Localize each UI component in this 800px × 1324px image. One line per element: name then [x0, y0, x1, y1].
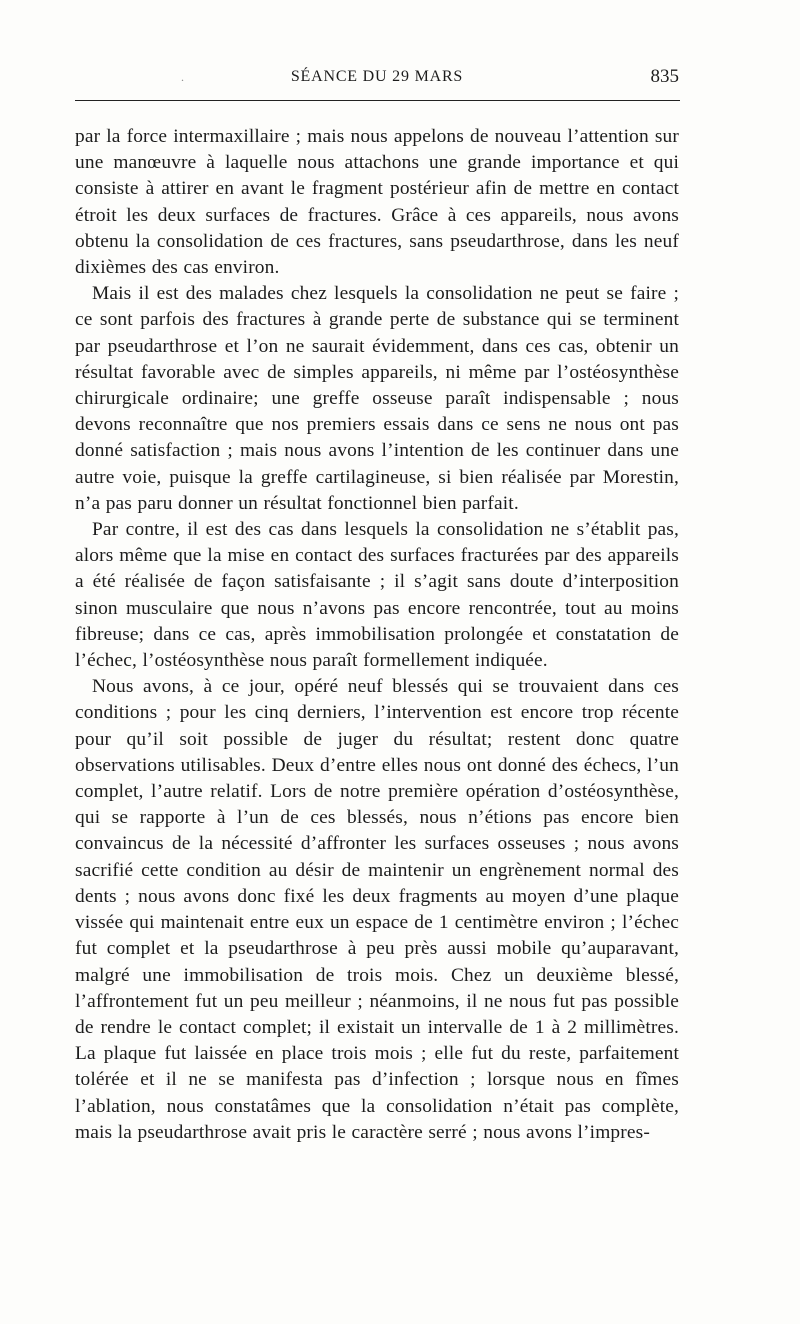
paragraph-2: Mais il est des malades chez lesquels la consolidation ne peut se faire ; ce sont parfois des fractures à grande perte de substance qui se terminent par pseudarthrose et l’on ne saurait évidemment, dans ces cas, obtenir un résultat favorable avec de simples appareils, ni même par l’ostéosynthèse chirurgicale ordinaire; une greffe osseuse paraît indispensable ; nous devons reconnaître que nos premiers essais dans ce sens ne nous ont pas donné satisfaction ; mais nous avons l’intention de les continuer dans une autre voie, puisque la greffe cartilagineuse, si bien réalisée par Morestin, n’a pas paru donner un résultat fonctionnel bien parfait.	[75, 283, 679, 514]
paragraph-3: Par contre, il est des cas dans lesquels la consolidation ne s’établit pas, alors même que la mise en contact des surfaces fracturées par des appareils a été réalisée de façon satisfaisante ; il s’agit sans doute d’interposition sinon musculaire que nous n’avons pas encore rencontrée, tout au moins fibreuse; dans ce cas, après immobilisation prolongée et constatation de l’échec, l’ostéosynthèse nous paraît formellement indiquée.	[75, 519, 679, 672]
paragraph-1: par la force intermaxillaire ; mais nous appelons de nouveau l’attention sur une manœuvre à laquelle nous attachons une grande importance et qui consiste à attirer en avant le fragment postérieur afin de mettre en contact étroit les deux surfaces de fractures. Grâce à ces appareils, nous avons obtenu la consolidation de ces fractures, sans pseudarthrose, dans les neuf dixièmes des cas environ.	[75, 126, 679, 279]
running-header	[75, 62, 679, 92]
paragraph-4: Nous avons, à ce jour, opéré neuf blessés qui se trouvaient dans ces conditions ; pour les cinq derniers, l’intervention est encore trop récente pour qu’il soit possible de juger du résultat; restent donc quatre observations utilisables. Deux d’entre elles nous ont donné des échecs, l’un complet, l’autre relatif. Lors de notre première opération d’ostéosynthèse, qui se rapporte à l’un de ces blessés, nous n’étions pas encore bien convaincus de la nécessité d’affronter les surfaces osseuses ; nous avons sacrifié cette condition au désir de maintenir un engrènement normal des dents ; nous avons donc fixé les deux fragments au moyen d’une plaque vissée qui maintenait entre eux un espace de 1 centimètre environ ; l’échec fut complet et la pseudarthrose à peu près aussi mobile qu’auparavant, malgré une immobilisation de trois mois. Chez un deuxième blessé, l’affrontement fut un peu meilleur ; néanmoins, il ne nous fut pas possible de rendre le contact complet; il existait un intervalle de 1 à 2 millimètres. La plaque fut laissée en place trois mois ; elle fut du reste, parfaitement tolérée et il ne se manifesta pas d’infection ; lorsque nous en fîmes l’ablation, nous constatâmes que la consolidation n’était pas complète, mais la pseudarthrose avait pris le caractère serré ; nous avons l’impres-	[75, 676, 679, 1143]
header-marker: .	[181, 70, 184, 84]
header-rule	[75, 100, 680, 101]
running-title: SÉANCE DU 29 MARS	[290, 68, 464, 85]
page-number: 835	[650, 66, 679, 87]
body-text	[75, 124, 679, 1146]
